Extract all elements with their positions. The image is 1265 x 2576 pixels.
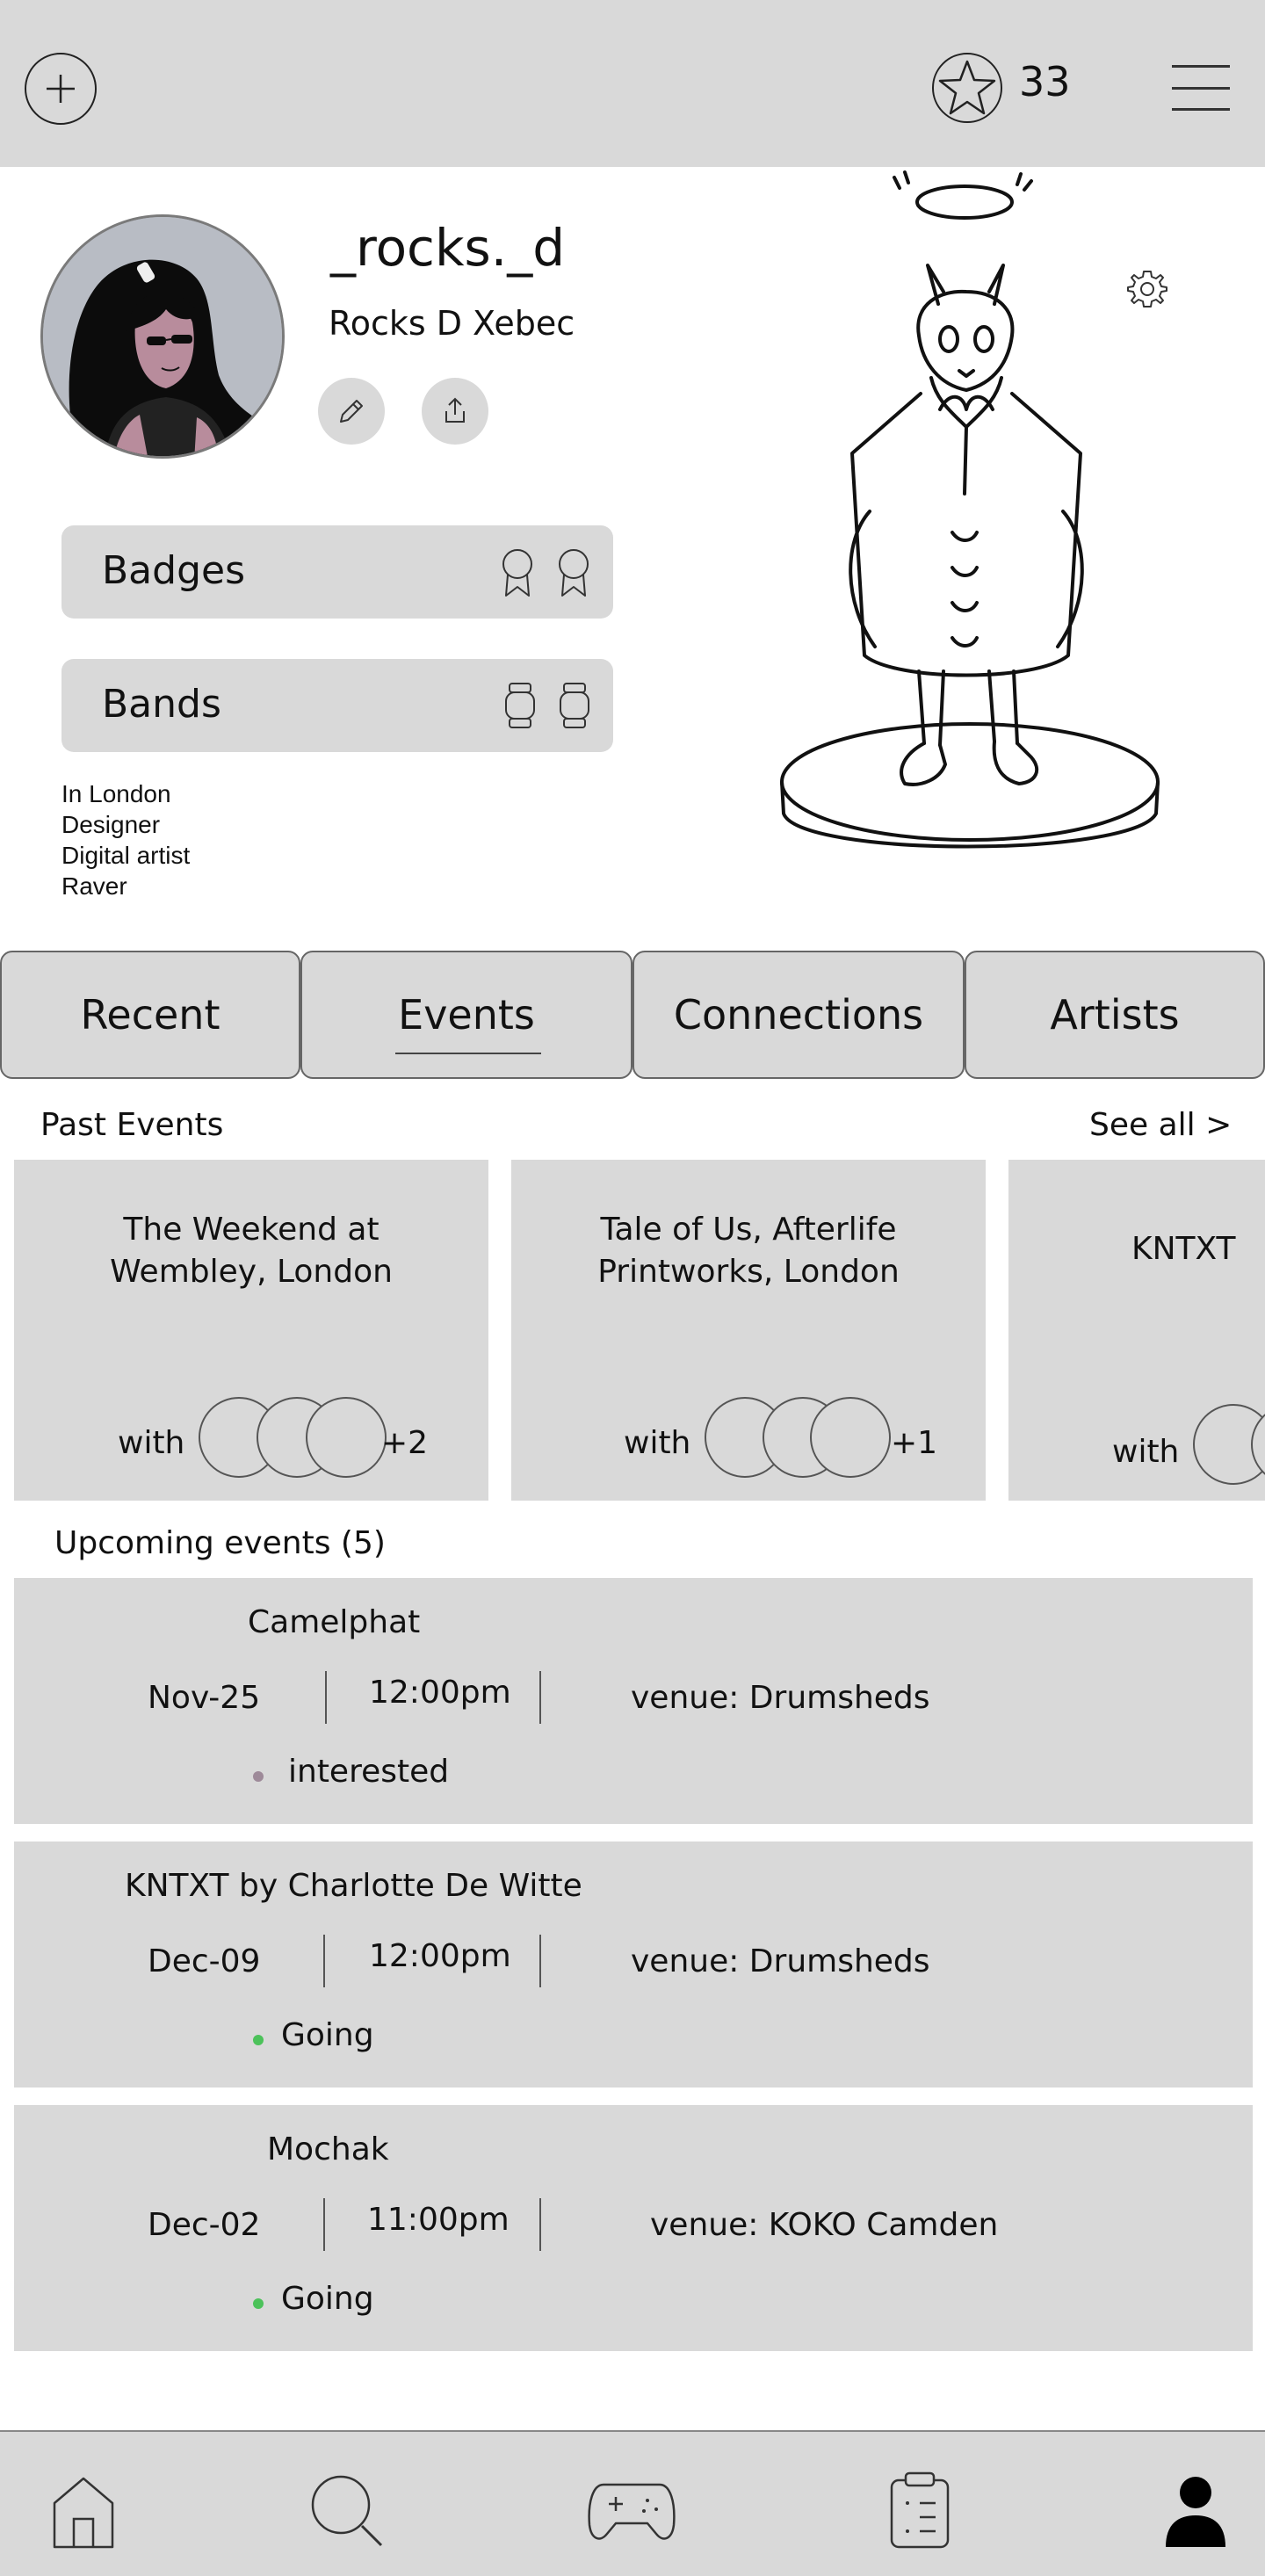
event-status[interactable]: Going xyxy=(281,2281,374,2317)
avatar-figure xyxy=(764,163,1168,901)
friend-avatar[interactable] xyxy=(306,1397,387,1478)
event-venue: venue: KOKO Camden xyxy=(650,2207,999,2243)
top-bar xyxy=(0,0,1265,167)
badge-icon xyxy=(553,546,594,597)
menu-icon-line xyxy=(1172,65,1230,68)
tab-artists[interactable] xyxy=(965,951,1265,1079)
nav-search[interactable] xyxy=(299,2467,395,2555)
tab-recent[interactable] xyxy=(0,951,300,1079)
with-label: with xyxy=(118,1425,185,1461)
divider xyxy=(539,1671,541,1724)
nav-profile[interactable] xyxy=(1147,2467,1244,2555)
past-event-card[interactable] xyxy=(511,1160,986,1501)
upcoming-events-heading: Upcoming events (5) xyxy=(54,1525,386,1561)
event-date: Dec-02 xyxy=(148,2207,261,2243)
badges-row[interactable] xyxy=(61,525,613,619)
nav-games[interactable] xyxy=(583,2467,680,2555)
event-name: KNTXT by Charlotte De Witte xyxy=(125,1868,582,1904)
nav-tasks[interactable] xyxy=(871,2467,968,2555)
divider xyxy=(325,1671,327,1724)
event-status[interactable]: Going xyxy=(281,2017,374,2053)
menu-icon-line xyxy=(1172,108,1230,111)
active-tab-underline xyxy=(395,1053,541,1054)
star-button[interactable] xyxy=(932,53,1002,123)
tab-connections[interactable] xyxy=(632,951,965,1079)
tab-events[interactable] xyxy=(300,951,632,1079)
menu-button[interactable] xyxy=(1172,65,1230,111)
past-event-card[interactable] xyxy=(14,1160,488,1501)
plus-icon xyxy=(43,71,78,106)
event-name: Camelphat xyxy=(248,1604,421,1640)
bio-line: Raver xyxy=(61,872,127,900)
status-dot xyxy=(253,2298,264,2309)
star-count: 33 xyxy=(1019,58,1071,105)
band-icon xyxy=(501,680,539,731)
bands-row[interactable] xyxy=(61,659,613,752)
event-time: 11:00pm xyxy=(367,2202,510,2238)
with-label: with xyxy=(624,1425,691,1461)
status-dot xyxy=(253,1771,264,1782)
event-title: KNTXT xyxy=(1131,1231,1236,1267)
event-title: Tale of Us, Afterlife Printworks, London xyxy=(597,1212,900,1290)
tab-label: Recent xyxy=(80,991,220,1038)
avatar[interactable] xyxy=(40,214,285,459)
star-icon xyxy=(937,58,997,118)
event-time: 12:00pm xyxy=(369,1675,511,1711)
add-button[interactable] xyxy=(25,53,97,125)
menu-icon-line xyxy=(1172,87,1230,90)
tab-label: Connections xyxy=(673,991,924,1038)
event-time: 12:00pm xyxy=(369,1938,511,1974)
bottom-nav xyxy=(0,2430,1265,2576)
badge-icon xyxy=(497,546,538,597)
home-icon xyxy=(44,2471,123,2551)
nav-home[interactable] xyxy=(35,2467,132,2555)
bio-line: Designer xyxy=(61,811,161,838)
gamepad-icon xyxy=(586,2476,677,2546)
upcoming-event-card[interactable] xyxy=(14,1578,1253,1824)
see-all-link[interactable]: See all > xyxy=(1089,1107,1232,1143)
band-icon xyxy=(555,680,594,731)
tab-label: Events xyxy=(398,991,535,1038)
divider xyxy=(539,2198,541,2251)
more-friends-count: +2 xyxy=(381,1425,429,1461)
share-profile-button[interactable] xyxy=(422,378,488,445)
divider xyxy=(323,1935,325,1987)
event-date: Nov-25 xyxy=(148,1680,261,1716)
friend-avatar[interactable] xyxy=(810,1397,891,1478)
bands-label: Bands xyxy=(102,682,221,727)
divider xyxy=(323,2198,325,2251)
upcoming-event-card[interactable] xyxy=(14,2105,1253,2351)
bio xyxy=(61,778,190,901)
bio-line: In London xyxy=(61,780,171,807)
with-label: with xyxy=(1112,1434,1180,1470)
event-venue: venue: Drumsheds xyxy=(631,1943,930,1979)
past-events-heading: Past Events xyxy=(40,1107,224,1143)
edit-profile-button[interactable] xyxy=(318,378,385,445)
pencil-icon xyxy=(336,395,367,427)
event-name: Mochak xyxy=(267,2131,389,2167)
username: _rocks._d xyxy=(330,218,566,278)
avatar-illustration xyxy=(43,217,285,459)
tab-label: Artists xyxy=(1050,991,1180,1038)
search-icon xyxy=(307,2471,387,2551)
real-name: Rocks D Xebec xyxy=(329,304,575,343)
more-friends-count: +1 xyxy=(891,1425,938,1461)
event-venue: venue: Drumsheds xyxy=(631,1680,930,1716)
past-event-card[interactable] xyxy=(1008,1160,1265,1501)
bio-line: Digital artist xyxy=(61,842,191,869)
upcoming-event-card[interactable] xyxy=(14,1842,1253,2088)
event-status[interactable]: interested xyxy=(288,1754,450,1790)
event-title: The Weekend at Wembley, London xyxy=(110,1212,393,1290)
status-dot xyxy=(253,2035,264,2045)
clipboard-icon xyxy=(885,2471,955,2551)
divider xyxy=(539,1935,541,1987)
profile-icon xyxy=(1160,2471,1231,2551)
event-date: Dec-09 xyxy=(148,1943,261,1979)
badges-label: Badges xyxy=(102,548,246,593)
share-icon xyxy=(439,395,471,427)
